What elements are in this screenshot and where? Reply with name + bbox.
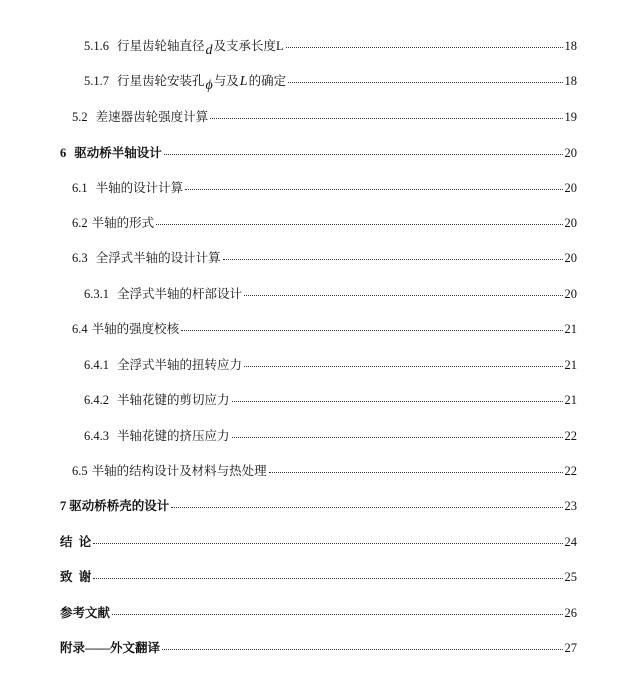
toc-entry-acknowledgements[interactable] <box>60 569 577 585</box>
toc-page-number: 19 <box>564 110 577 124</box>
toc-page-number: 24 <box>564 535 577 549</box>
toc-entry-6-5[interactable] <box>72 463 577 479</box>
toc-entry-title: 5.2 差速器齿轮强度计算 <box>72 110 209 124</box>
dot-leader <box>156 224 562 225</box>
toc-entry-title: 6.4 半轴的强度校核 <box>72 322 180 336</box>
toc-entry-title: 7 驱动桥桥壳的设计 <box>60 499 170 513</box>
toc-entry-title: 6.3 全浮式半轴的设计计算 <box>72 251 221 265</box>
toc-entry-7[interactable] <box>60 498 577 514</box>
toc-entry-title: 附录——外文翻译 <box>60 641 161 655</box>
toc-entry-title: 5.1.6 行星齿轮轴直径d及支承长度L <box>84 39 284 58</box>
dot-leader <box>244 295 562 296</box>
dot-leader <box>164 154 563 155</box>
toc-page-number: 26 <box>564 606 577 620</box>
dot-leader <box>223 259 563 260</box>
toc-page-number: 20 <box>564 181 577 195</box>
toc-entry-6-4-2[interactable] <box>84 392 577 408</box>
toc-entry-title: 6.2 半轴的形式 <box>72 216 155 230</box>
toc-entry-title: 6.4.2 半轴花键的剪切应力 <box>84 393 230 407</box>
toc-entry-6-4-1[interactable] <box>84 357 577 373</box>
toc-entry-6-1[interactable] <box>72 180 577 196</box>
dot-leader <box>181 330 562 331</box>
toc-entry-6-4-3[interactable] <box>84 428 577 444</box>
toc-page-number: 20 <box>564 287 577 301</box>
math-variable: L <box>239 74 248 89</box>
toc-entry-6-3-1[interactable] <box>84 286 577 302</box>
toc-entry-title: 参考文献 <box>60 606 111 620</box>
toc-page-number: 18 <box>564 74 577 88</box>
toc-page-number: 21 <box>564 393 577 407</box>
toc-entry-title: 5.1.7 行星齿轮安装孔ϕ与及L的确定 <box>84 74 287 93</box>
toc-entry-references[interactable] <box>60 605 577 621</box>
toc-page-number: 22 <box>564 429 577 443</box>
toc-entry-title: 6.4.1 全浮式半轴的扭转应力 <box>84 358 243 372</box>
toc-entry-6-4[interactable] <box>72 321 577 337</box>
dot-leader <box>112 614 562 615</box>
math-variable: d <box>205 43 213 58</box>
toc-page-number: 22 <box>564 464 577 478</box>
dot-leader <box>162 649 562 650</box>
toc-entry-6-2[interactable] <box>72 215 577 231</box>
toc-entry-5-1-7[interactable] <box>84 73 577 93</box>
toc-page-number: 20 <box>564 146 577 160</box>
toc-entry-title: 致 谢 <box>60 570 92 584</box>
dot-leader <box>232 401 563 402</box>
dot-leader <box>210 118 562 119</box>
toc-entry-5-2[interactable] <box>72 109 577 125</box>
toc-entry-5-1-6[interactable] <box>84 38 577 58</box>
toc-page-number: 21 <box>564 358 577 372</box>
toc-entry-title: 6.3.1 全浮式半轴的杆部设计 <box>84 287 243 301</box>
toc-entry-title: 6.5 半轴的结构设计及材料与热处理 <box>72 464 267 478</box>
dot-leader <box>244 366 562 367</box>
dot-leader <box>185 189 562 190</box>
dot-leader <box>286 47 563 48</box>
toc-page-number: 20 <box>564 251 577 265</box>
dot-leader <box>288 82 562 83</box>
math-variable: ϕ <box>205 78 213 93</box>
toc-page-number: 21 <box>564 322 577 336</box>
toc-page-number: 27 <box>564 641 577 655</box>
toc-entry-title: 6 驱动桥半轴设计 <box>60 146 162 160</box>
toc-entry-appendix[interactable] <box>60 640 577 656</box>
dot-leader <box>269 472 563 473</box>
dot-leader <box>93 578 562 579</box>
toc-page-number: 20 <box>564 216 577 230</box>
toc-entry-title: 6.4.3 半轴花键的挤压应力 <box>84 429 230 443</box>
dot-leader <box>171 507 562 508</box>
toc-page-number: 18 <box>564 39 577 53</box>
toc-entry-title: 6.1 半轴的设计计算 <box>72 181 184 195</box>
toc-entry-conclusion[interactable] <box>60 534 577 550</box>
toc-entry-title: 结 论 <box>60 535 92 549</box>
dot-leader <box>93 543 562 544</box>
toc-page-number: 23 <box>564 499 577 513</box>
dot-leader <box>232 437 563 438</box>
toc-entry-6-3[interactable] <box>72 250 577 266</box>
toc-entry-6[interactable] <box>60 145 577 161</box>
toc-page-number: 25 <box>564 570 577 584</box>
